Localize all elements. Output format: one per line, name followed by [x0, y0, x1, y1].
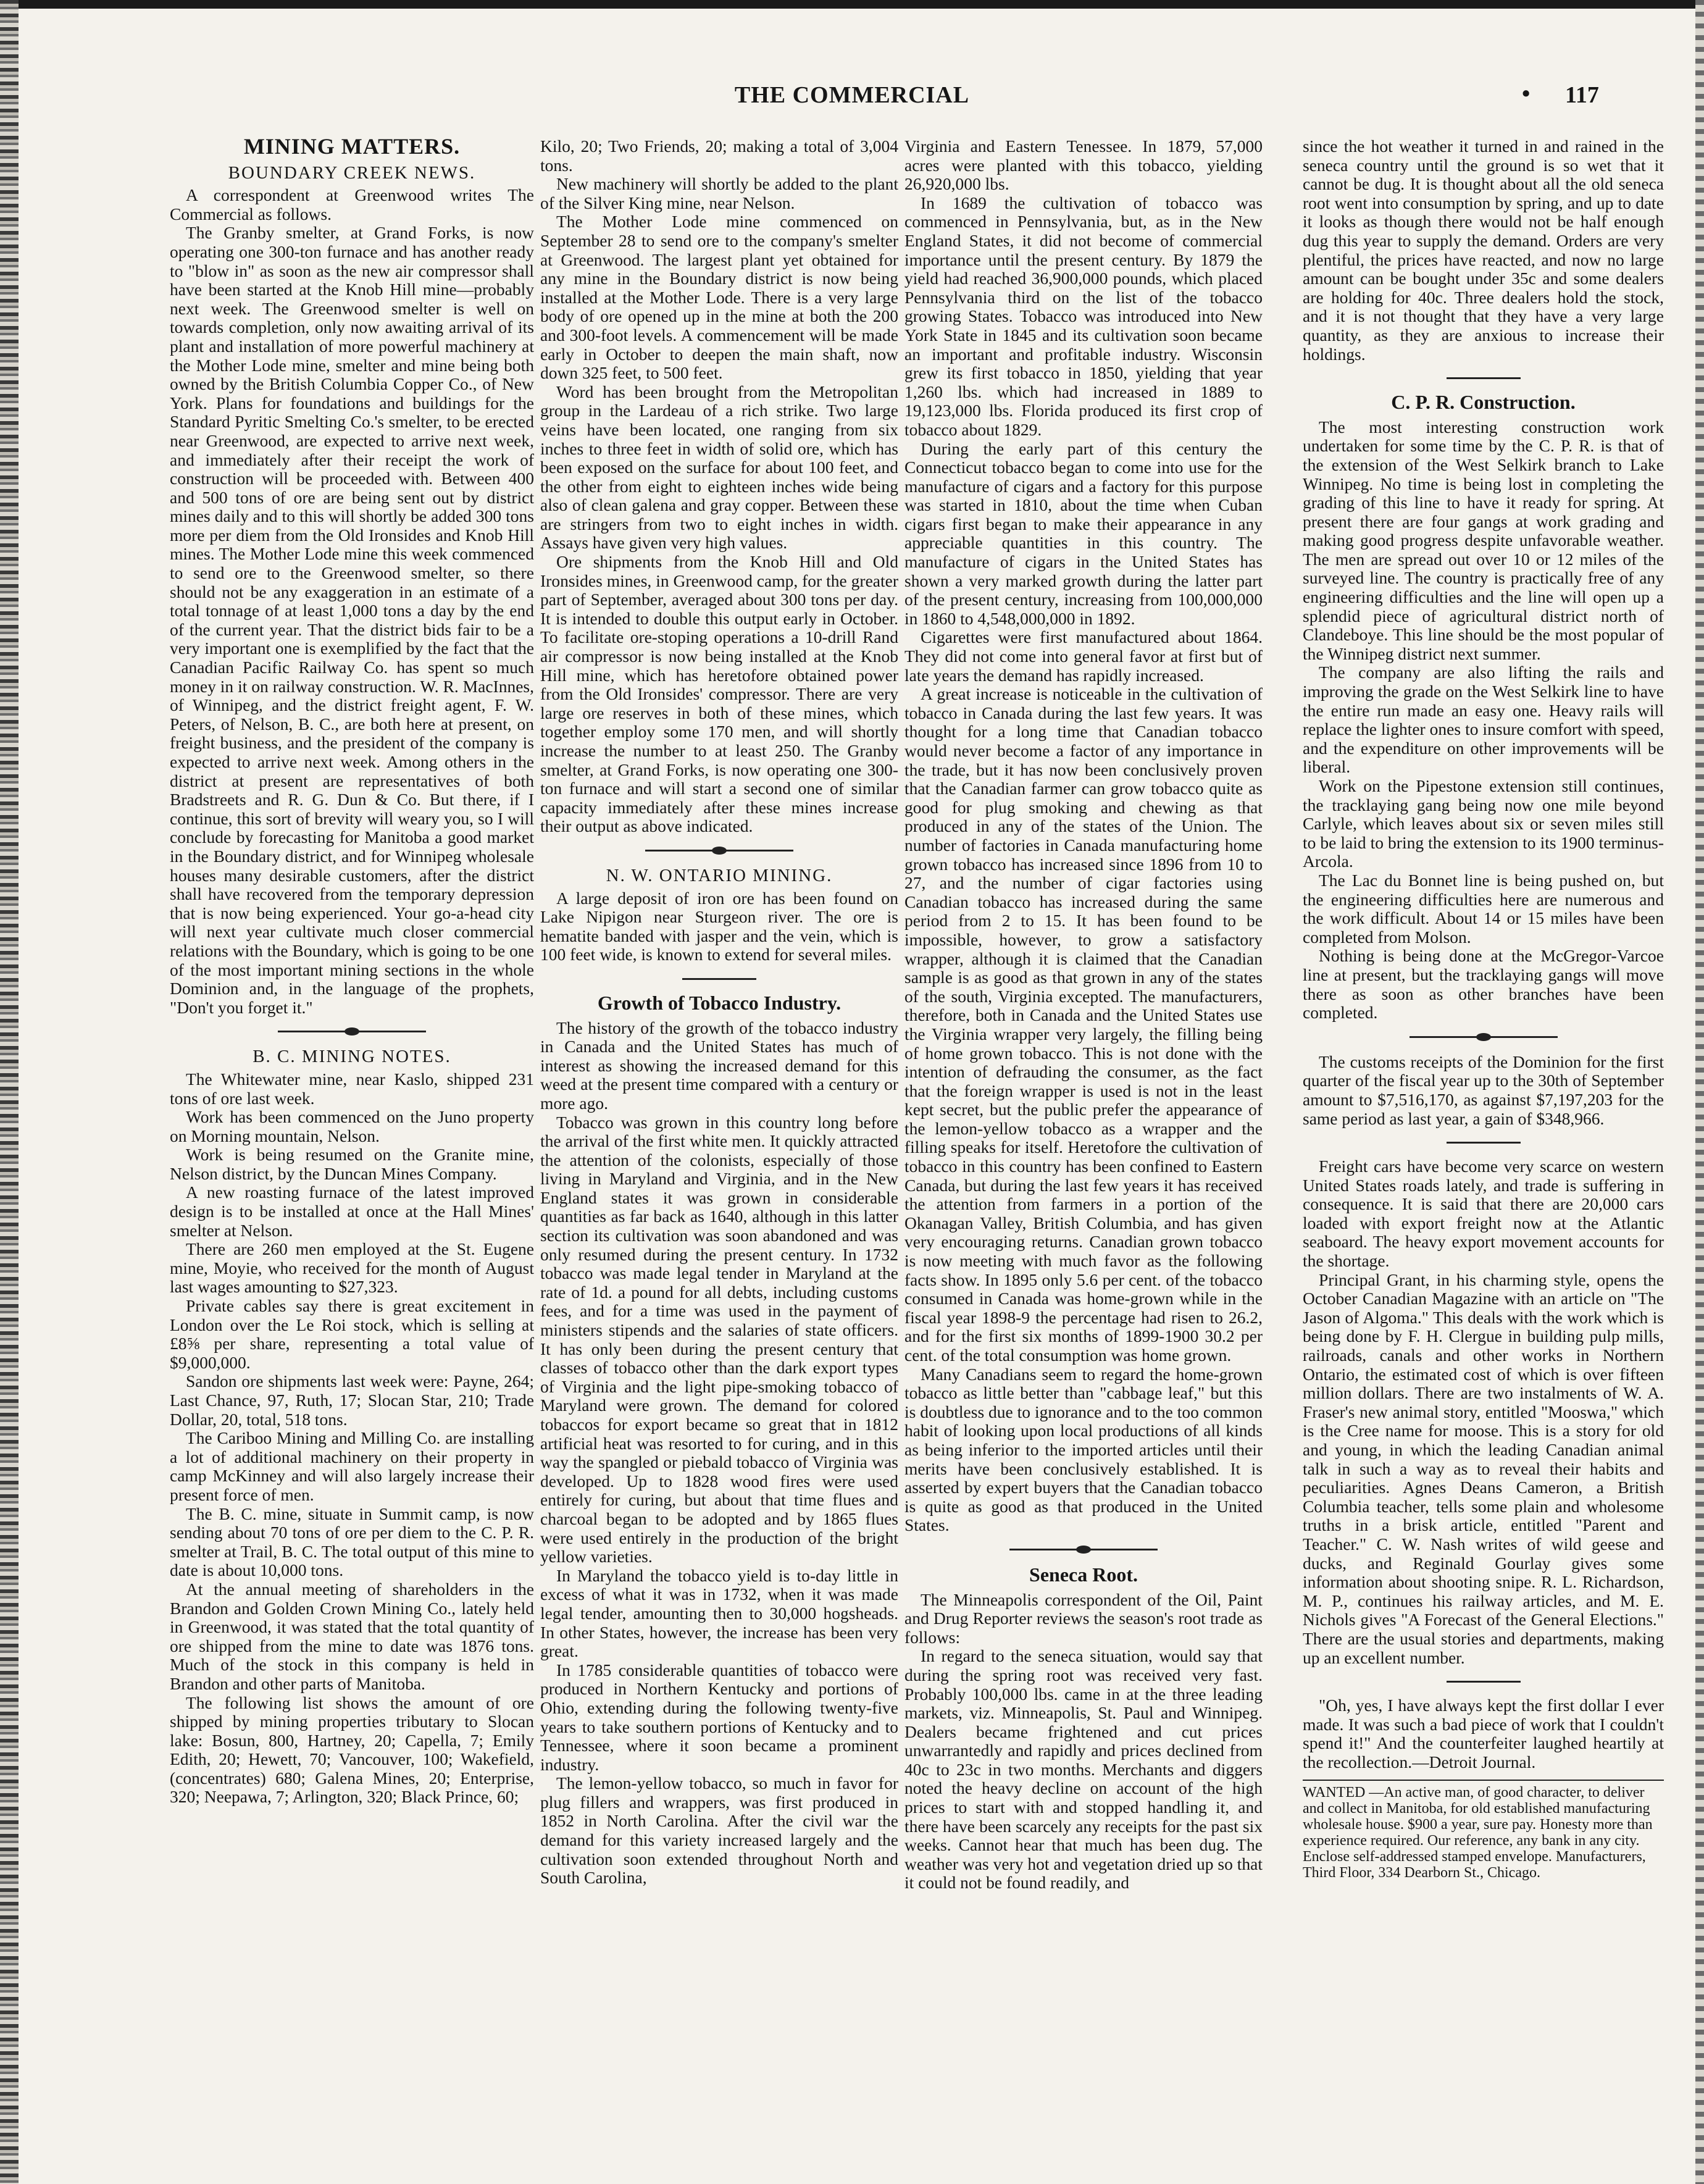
paragraph: The Lac du Bonnet line is being pushed on, but the engineering difficulties here are numerous and the work difficult. About 14 or 15 miles have been completed from Molson. [1303, 870, 1664, 947]
column-1 [170, 137, 534, 2175]
paragraph: The B. C. mine, situate in Summit camp, is now sending about 70 tons of ore per diem to the C. P. R. smelter at Trail, B. C. The total output of this mine to date is about 10,000 tons. [170, 1504, 534, 1580]
section-divider [170, 1031, 534, 1032]
paragraph: The Cariboo Mining and Milling Co. are installing a lot of additional machinery on their property in camp McKinney and will also largely increase their present force of men. [170, 1428, 534, 1504]
paragraph: The Whitewater mine, near Kaslo, shipped 231 tons of ore last week. [170, 1069, 534, 1108]
column-2 [540, 137, 898, 2175]
paragraph: Sandon ore shipments last week were: Payne, 264; Last Chance, 97, Ruth, 17; Slocan Star, 210; Trade Dollar, 20, total, 518 tons. [170, 1371, 534, 1429]
paragraph: In 1785 considerable quantities of tobacco were produced in Northern Kentucky and portions of Ohio, extending during the following twenty-five years to take southern portions of Kentucky and to Tennessee, where it soon became a prominent industry. [540, 1660, 898, 1774]
page-edge-right [1695, 0, 1704, 2184]
section-divider [904, 1549, 1263, 1550]
paragraph: At the annual meeting of shareholders in the Brandon and Golden Crown Mining Co., lately held in Greenwood, it was stated that the total quantity of ore shipped from the mine to date was 1876 tons. Much of the stock in this company is held in Brandon and other parts of Manitoba. [170, 1579, 534, 1693]
paragraph: Many Canadians seem to regard the home-grown tobacco as little better than "cabbage leaf," but this is doubtless due to ignorance and to the too common habit of looking upon local productions of all kinds as being inferior to the imported articles until their merits have been conclusively established. It is asserted by expert buyers that the Canadian tobacco is quite as good as that produced in the United States. [904, 1364, 1263, 1535]
paragraph: Virginia and Eastern Tenessee. In 1879, 57,000 acres were planted with this tobacco, yielding 26,920,000 lbs. [904, 137, 1263, 194]
short-rule [682, 978, 756, 980]
paragraph: The following list shows the amount of ore shipped by mining properties tributary to Slocan lake: Bosun, 800, Hartney, 20; Capella, 7; Emily Edith, 20; Hewett, 70; Vancouver, 100; Wakefield, (concentrates) 680; Galena Mines, 20; Enterprise, 320; Neepawa, 7; Arlington, 320; Black Prince, 60; [170, 1692, 534, 1807]
paragraph: There are 260 men employed at the St. Eugene mine, Moyie, who received for the month of August last wages amounting to $27,323. [170, 1239, 534, 1297]
column-4 [1303, 137, 1664, 2175]
paragraph: Nothing is being done at the McGregor-Varcoe line at present, but the tracklaying gangs will move there as soon as other branches have been completed. [1303, 946, 1664, 1023]
short-rule [1447, 1142, 1521, 1144]
header-bullet: • [1522, 81, 1531, 107]
paragraph: The company are also lifting the rails and improving the grade on the West Selkirk line to have the entire run made an easy one. Heavy rails will replace the lighter ones to insure comfort with speed, and the expenditure on other improvements will be liberal. [1303, 663, 1664, 777]
paragraph: Work on the Pipestone extension still continues, the tracklaying gang being now one mile beyond Carlyle, which leaves about six or seven miles still to be laid to bring the extension to its 1900 terminus-Arcola. [1303, 776, 1664, 871]
paragraph: A correspondent at Greenwood writes The Commercial as follows. [170, 185, 534, 224]
paragraph: The lemon-yellow tobacco, so much in favor for plug fillers and wrappers, was first produced in 1852 in North Carolina. After the civil war the demand for this variety increased largely and the cultivation soon extended throughout North and South Carolina, [540, 1773, 898, 1888]
paragraph: The history of the growth of the tobacco industry in Canada and the United States has much of interest as showing the increased demand for this weed at the present time compared with a century or more ago. [540, 1018, 898, 1113]
section-divider [1303, 1036, 1664, 1038]
paragraph: Work has been commenced on the Juno property on Morning mountain, Nelson. [170, 1107, 534, 1145]
section-divider [540, 850, 898, 851]
paragraph: Word has been brought from the Metropolitan group in the Lardeau of a rich strike. Two large veins have been located, one ranging from six inches to three feet in width of solid ore, which has been exposed on the surface for about 100 feet, and the other from eight to eighteen inches wide being also of clean galena and gray copper. Between these are stringers from two to eight inches in width. Assays have given very high values. [540, 382, 898, 553]
paragraph: A great increase is noticeable in the cultivation of tobacco in Canada during the last few years. It was thought for a long time that Canadian tobacco would never become a factor of any importance in the trade, but it has now been conclusively proven that the Canadian farmer can grow tobacco quite as good for plug smoking and chewing as that produced in any of the states of the Union. The number of factories in Canada manufacturing home grown tobacco has increased since 1896 from 10 to 27, and the number of cigar factories using Canadian tobacco has increased during the same period from 2 to 15. It has been found to be impossible, however, to grow a satisfactory wrapper, although it is claimed that the Canadian sample is as good as that grown in any of the states of the south, Virginia excepted. The manufacturers, therefore, both in Canada and the United States use the Virginia wrapper very largely, the filling being of home grown tobacco. This is not done with the intention of defrauding the consumer, as the fact that the foreign wrapper is used is not in the least kept secret, but the public prefer the appearance of the lemon-yellow tobacco as a wrapper and the filling speaks for itself. Heretofore the cultivation of tobacco in this country has been confined to Eastern Canada, but during the last few years it has received the attention from farmers in a portion of the Okanagan Valley, British Columbia, and has given very encouraging returns. Canadian grown tobacco is now meeting with much favor as the following facts show. In 1895 only 5.6 per cent. of the tobacco consumed in Canada was home-grown while in the fiscal year 1898-9 the percentage had risen to 26.2, and for the first six months of 1899-1900 30.2 per cent. of the total consumption was home grown. [904, 684, 1263, 1365]
top-rule [0, 0, 1704, 9]
page-edge-left [0, 0, 19, 2184]
paragraph: The most interesting construction work undertaken for some time by the C. P. R. is that of the extension of the West Selkirk branch to Lake Winnipeg. No time is being lost in completing the grading of this line to have it ready for spring. At present there are four gangs at work grading and making good progress despite unfavorable weather. The men are spread out over 10 or 12 miles of the surveyed line. The country is practically free of any engineering difficulties and the line will open up a splendid piece of agricultural district north of Clandeboye. This line should be the most popular of the Winnipeg district next summer. [1303, 417, 1664, 663]
short-rule [1447, 377, 1521, 379]
subhead-boundary-creek: BOUNDARY CREEK NEWS. [228, 162, 476, 183]
classified-ad: WANTED —An active man, of good character, to deliver and collect in Manitoba, for old established manufacturing wholesale house. $900 a year, sure pay. Honesty more than experience required. Our reference, any bank in any city. Enclose self-addressed stamped envelope. Manufacturers, Third Floor, 334 Dearborn St., Chicago. [1303, 1780, 1664, 1881]
paragraph: The Mother Lode mine commenced on September 28 to send ore to the company's smelter at Greenwood. The largest plant yet obtained for any mine in the Boundary district is now being installed at the Mother Lode. There is a very large body of ore opened up in the mine at both the 200 and 300-foot levels. A commencement will be made early in October to deepen the main shaft, now down 325 feet, to 500 feet. [540, 212, 898, 383]
paragraph: New machinery will shortly be added to the plant of the Silver King mine, near Nelson. [540, 174, 898, 212]
running-title: THE COMMERCIAL [734, 82, 970, 108]
headline-tobacco-industry: Growth of Tobacco Industry. [597, 991, 842, 1014]
subhead-nw-ontario-mining: N. W. ONTARIO MINING. [606, 865, 833, 885]
paragraph: Private cables say there is great excitement in London over the Le Roi stock, which is selling at £8⅝ per share, representing a total value of $9,000,000. [170, 1296, 534, 1372]
paragraph: Ore shipments from the Knob Hill and Old Ironsides mines, in Greenwood camp, for the greater part of September, averaged about 300 tons per day. It is intended to double this output early in October. To facilitate ore-stoping operations a 10-drill Rand air compressor is now being installed at the Knob Hill mine, which has heretofore obtained power from the Old Ironsides' compressor. There are very large ore reserves in both of these mines, which together employ some 170 men, and will shortly increase the number to at least 250. The Granby smelter, at Grand Forks, is now operating one 300-ton furnace and will start a second one of similar capacity immediately after these mines increase their output as above indicated. [540, 552, 898, 836]
headline-cpr-construction: C. P. R. Construction. [1391, 391, 1576, 414]
paragraph: Freight cars have become very scarce on western United States roads lately, and trade is suffering in consequence. It is said that there are 20,000 cars loaded with export freight now at the Atlantic seaboard. The heavy export movement accounts for the shortage. [1303, 1157, 1664, 1271]
paragraph: During the early part of this century the Connecticut tobacco began to come into use for the manufacture of cigars and a factory for this purpose was started in 1810, about the time when Cuban cigars first began to make their appearance in any appreciable quantities in this country. The manufacture of cigars in the United States has shown a very marked growth during the latter part of the present century, increasing from 100,000,000 in 1860 to 4,548,000,000 in 1892. [904, 438, 1263, 628]
paragraph: "Oh, yes, I have always kept the first dollar I ever made. It was such a bad piece of work that I couldn't spend it!" And the counterfeiter laughed heartily at the recollection.—Detroit Journal. [1303, 1696, 1664, 1772]
paragraph: A large deposit of iron ore has been found on Lake Nipigon near Sturgeon river. The ore is hematite banded with jasper and the vein, which is 100 feet wide, is known to extend for several miles. [540, 888, 898, 964]
headline-seneca-root: Seneca Root. [1029, 1563, 1138, 1586]
paragraph: Tobacco was grown in this country long before the arrival of the first white men. It quickly attracted the attention of the colonists, especially of those living in Maryland and Virginia, and in the New England states it was grown in considerable quantities as far back as 1640, although in this latter section its cultivation was soon abandoned and was only resumed during the present century. In 1732 tobacco was made legal tender in Maryland at the rate of 1d. a pound for all debts, including customs fees, and for a time was used in the payment of ministers stipends and the salaries of state officers. It has only been during the present century that classes of tobacco other than the dark export types of Virginia and the light pipe-smoking tobacco of Maryland were grown. The demand for colored tobaccos for export became so great that in 1812 artificial heat was resorted to for curing, and in this way the spangled or piebald tobacco of Virginia was developed. Up to 1828 wood fires were used entirely for curing, but about that time flues and charcoal began to be adopted and by 1865 flues were used entirely in the production of the bright yellow varieties. [540, 1112, 898, 1567]
paragraph: Principal Grant, in his charming style, opens the October Canadian Magazine with an article on "The Jason of Algoma." This deals with the work which is being done by F. H. Clergue in building pulp mills, railroads, canals and other works in Northern Ontario, the estimated cost of which is over fifteen million dollars. There are two instalments of W. A. Fraser's new animal story, entitled "Mooswa," which is the Cree name for moose. This is a story for old and young, in which the leading Canadian animal talk in such a way as to reveal their habits and peculiarities. Agnes Deans Cameron, a British Columbia teacher, tells some plain and wholesome truths in a brisk article, entitled "Parent and Teacher." C. W. Nash writes of wild geese and ducks, and Reginald Gourlay gives some information about shooting snipe. R. L. Richardson, M. P., continues his railway articles, and M. E. Nichols gives "A Forecast of the General Elections." There are the usual stories and departments, making up an excellent number. [1303, 1270, 1664, 1667]
paragraph: The customs receipts of the Dominion for the first quarter of the fiscal year up to the 30th of September amount to $7,516,170, as against $7,197,203 for the same period as last year, a gain of $348,966. [1303, 1052, 1664, 1128]
paragraph: since the hot weather it turned in and rained in the seneca country until the ground is so wet that it cannot be dug. It is thought about all the old seneca root went into consumption by spring, and up to date it looks as though there would not be half enough dug this year to supply the demand. Orders are very plentiful, the prices have reacted, and now no large amount can be bought under 35c and some dealers are holding for 40c. Three dealers hold the stock, and it is not thought that they have a very large quantity, as they are anxious to increase their holdings. [1303, 137, 1664, 364]
short-rule [1447, 1681, 1521, 1683]
paragraph: Kilo, 20; Two Friends, 20; making a total of 3,004 tons. [540, 137, 898, 175]
paragraph: Cigarettes were first manufactured about 1864. They did not come into general favor at first but of late years the demand has rapidly increased. [904, 627, 1263, 685]
column-3 [904, 137, 1263, 2175]
paragraph: In 1689 the cultivation of tobacco was commenced in Pennsylvania, but, as in the New England States, it did not become of commercial importance until the present century. By 1879 the yield had reached 36,900,000 pounds, which placed Pennsylvania third on the list of the tobacco growing States. Tobacco was introduced into New York State in 1845 and its cultivation soon became an important and profitable industry. Wisconsin grew its first tobacco in 1850, yielding that year 1,260 lbs. which had increased in 1889 to 19,123,000 lbs. Florida produced its first crop of tobacco about 1829. [904, 193, 1263, 439]
paragraph: Work is being resumed on the Granite mine, Nelson district, by the Duncan Mines Company. [170, 1145, 534, 1183]
section-headline-mining-matters: MINING MATTERS. [243, 137, 461, 159]
paragraph: The Minneapolis correspondent of the Oil, Paint and Drug Reporter reviews the season's root trade as follows: [904, 1589, 1263, 1647]
page-number: 117 [1565, 82, 1599, 108]
paragraph: A new roasting furnace of the latest improved design is to be installed at once at the Hall Mines' smelter at Nelson. [170, 1182, 534, 1240]
paragraph: In regard to the seneca situation, would say that during the spring root was received very fast. Probably 100,000 lbs. came in at the three leading markets, viz. Minneapolis, St. Paul and Winnipeg. Dealers became frightened and cut prices unwarrantedly and rapidly and prices declined from 40c to 23c in two months. Merchants and diggers noted the heavy decline on account of the high prices to start with and stopped handling it, and there have been scarcely any receipts for the past six weeks. Cannot hear that much has been dug. The weather was very hot and vegetation dried up so that it could not be found readily, and [904, 1646, 1263, 1893]
subhead-bc-mining-notes: B. C. MINING NOTES. [253, 1047, 451, 1067]
paragraph: The Granby smelter, at Grand Forks, is now operating one 300-ton furnace and has another ready to "blow in" as soon as the new air compressor shall have been started at the Knob Hill mine—probably next week. The Greenwood smelter is well on towards completion, only now awaiting arrival of its plant and installation of more powerful machinery at the Mother Lode mine, smelter and mine being both owned by the British Columbia Copper Co., of New York. Plans for foundations and buildings for the Standard Pyritic Smelting Co.'s smelter, to be erected near Greenwood, are expected to arrive next week, and immediately after their receipt the work of construction will be proceeded with. Between 400 and 500 tons of ore are being sent out by district mines daily and to this will shortly be added 300 tons more per diem from the Old Ironsides and Knob Hill mines. The Mother Lode mine this week commenced to send ore to the Greenwood smelter, so there should not be any exaggeration in an estimate of a total tonnage of at least 1,000 tons a day by the end of the current year. That the district bids fair to be a very important one is exemplified by the fact that the Canadian Pacific Railway Co. has spent so much money in it on railway construction. W. R. MacInnes, of Winnipeg, and the district freight agent, F. W. Peters, of Nelson, B. C., are both here at present, on freight business, and the president of the company is expected to arrive next week. Among others in the district at present are representatives of both Bradstreets and R. G. Dun & Co. But there, if I continue, this sort of brevity will weary you, so I will conclude by forecasting for Manitoba a good market in the Boundary district, and for Winnipeg wholesale houses many desirable customers, after the district shall have recovered from the temporary depression that is now being experienced. Your go-a-head city will next year cultivate much closer commercial relations with the Boundary, which is going to be one of the most important mining sections in the whole Dominion and, in the language of the prophets, "Don't you forget it." [170, 223, 534, 1017]
paragraph: In Maryland the tobacco yield is to-day little in excess of what it was in 1732, when it was made legal tender, amounting then to 30,000 hogsheads. In other States, however, the increase has been very great. [540, 1565, 898, 1661]
